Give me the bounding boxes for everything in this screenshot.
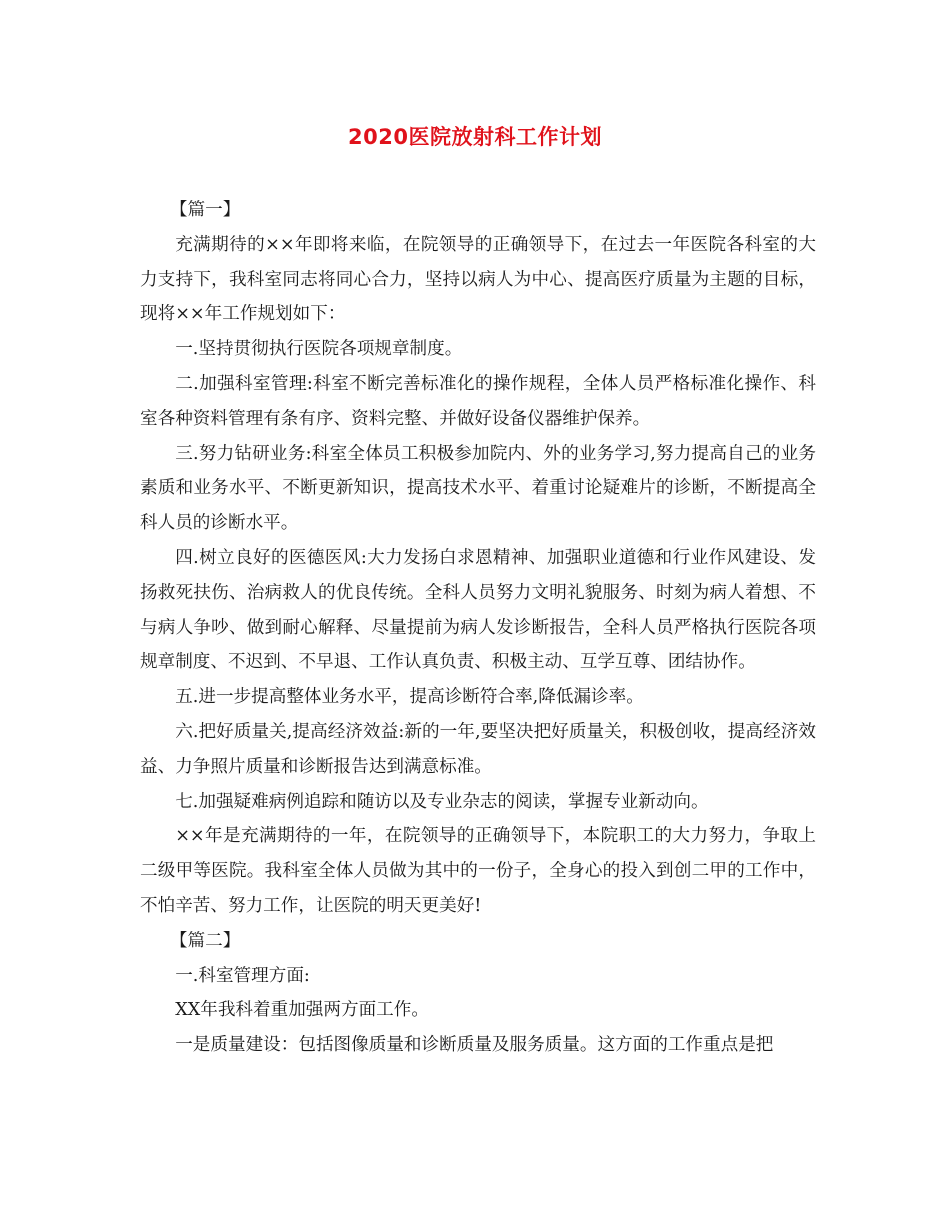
document-title: 2020医院放射科工作计划 bbox=[348, 125, 602, 149]
paragraph: XX年我科着重加强两方面工作。 bbox=[175, 1000, 429, 1021]
paragraph: 充满期待的××年即将来临，在院领导的正确领导下，在过去一年医院各科室的大力支持下，我科室同志将同心合力，坚持以病人为中心、提高医疗质量为主题的目标，现将××年工作规划如下： bbox=[140, 234, 816, 325]
paragraph: 四.树立良好的医德医风:大力发扬白求恩精神、加强职业道德和行业作风建设、发扬救死扶伤、治病救人的优良传统。全科人员努力文明礼貌服务、时刻为病人着想、不与病人争吵、做到耐心解释、尽量提前为病人发诊断报告，全科人员严格执行医院各项规章制度、不迟到、不早退、工作认真负责、积极主动、互学互尊、团结协作。 bbox=[140, 547, 816, 673]
paragraph: 一.科室管理方面: bbox=[175, 965, 310, 986]
document-body bbox=[140, 193, 816, 1063]
paragraph: 三.努力钻研业务:科室全体员工积极参加院内、外的业务学习,努力提高自己的业务素质和业务水平、不断更新知识，提高技术水平、着重讨论疑难片的诊断，不断提高全科人员的诊断水平。 bbox=[140, 443, 816, 534]
paragraph: 六.把好质量关,提高经济效益:新的一年,要坚决把好质量关，积极创收，提高经济效益、力争照片质量和诊断报告达到满意标准。 bbox=[140, 721, 816, 777]
section-heading: 【篇一】 bbox=[169, 200, 241, 220]
paragraph: 二.加强科室管理:科室不断完善标准化的操作规程，全体人员严格标准化操作、科室各种资料管理有条有序、资料完整、并做好设备仪器维护保养。 bbox=[140, 373, 816, 429]
paragraph: 七.加强疑难病例追踪和随访以及专业杂志的阅读，掌握专业新动向。 bbox=[175, 791, 709, 812]
paragraph: 一.坚持贯彻执行医院各项规章制度。 bbox=[175, 339, 463, 360]
paragraph: 一是质量建设：包括图像质量和诊断质量及服务质量。这方面的工作重点是把 bbox=[175, 1035, 774, 1056]
paragraph: 五.进一步提高整体业务水平，提高诊断符合率,降低漏诊率。 bbox=[175, 687, 644, 708]
section-heading: 【篇二】 bbox=[169, 930, 241, 951]
paragraph: ××年是充满期待的一年，在院领导的正确领导下，本院职工的大力努力，争取上二级甲等医院。我科室全体人员做为其中的一份子，全身心的投入到创二甲的工作中，不怕辛苦、努力工作，让医院的明天更美好! bbox=[140, 826, 816, 916]
